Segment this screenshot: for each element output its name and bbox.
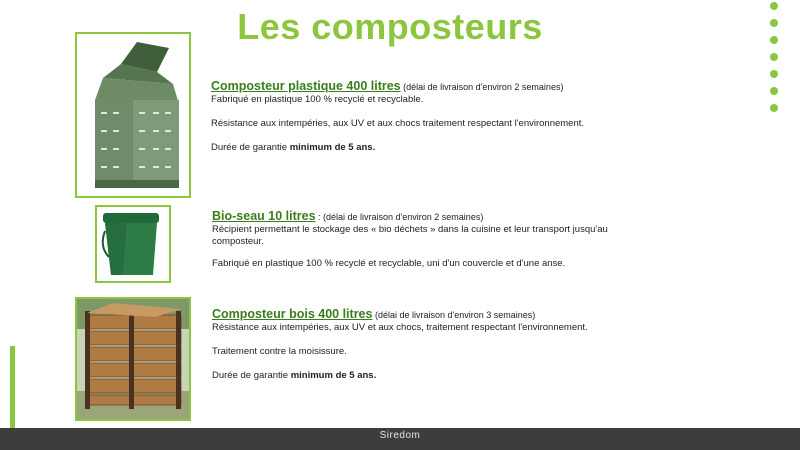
- delivery-note: : (délai de livraison d'environ 2 semaines): [315, 212, 484, 222]
- decorative-dots: [770, 2, 780, 121]
- warranty-text: Durée de garantie minimum de 5 ans.: [211, 142, 376, 153]
- product-description: Récipient permettant le stockage des « bio déchets » dans la cuisine et leur transport jusqu'au composteur.: [212, 224, 608, 247]
- siredom-logo: Siredom: [379, 430, 421, 441]
- product-description: Résistance aux intempéries, aux UV et aux chocs, traitement respectant l'environnement.: [212, 322, 588, 333]
- bio-bucket-image: [95, 205, 171, 283]
- product-description: Fabriqué en plastique 100 % recyclé et recyclable, uni d'un couvercle et d'une anse.: [212, 258, 566, 269]
- delivery-note: (délai de livraison d'environ 2 semaines): [400, 82, 564, 92]
- wooden-composter-image: [75, 297, 191, 421]
- product-description: Traitement contre la moisissure.: [212, 346, 347, 357]
- product-plastic-composter: [211, 80, 771, 154]
- product-description: Fabriqué en plastique 100 % recyclé et recyclable.: [211, 94, 424, 105]
- delivery-note: (délai de livraison d'environ 3 semaines): [372, 310, 536, 320]
- product-title: Bio-seau 10 litres: [212, 209, 316, 223]
- accent-bar: [10, 346, 15, 428]
- product-title: Composteur plastique 400 litres: [211, 79, 401, 93]
- plastic-composter-image: [75, 32, 191, 198]
- product-description: Résistance aux intempéries, aux UV et aux chocs traitement respectant l'environnement.: [211, 118, 585, 129]
- product-title: Composteur bois 400 litres: [212, 307, 373, 321]
- product-wooden-composter: [212, 308, 772, 382]
- page-title: Les composteurs: [237, 6, 543, 47]
- footer-bar: [0, 428, 800, 450]
- warranty-text: Durée de garantie minimum de 5 ans.: [212, 370, 377, 381]
- product-bio-bucket: [212, 210, 642, 270]
